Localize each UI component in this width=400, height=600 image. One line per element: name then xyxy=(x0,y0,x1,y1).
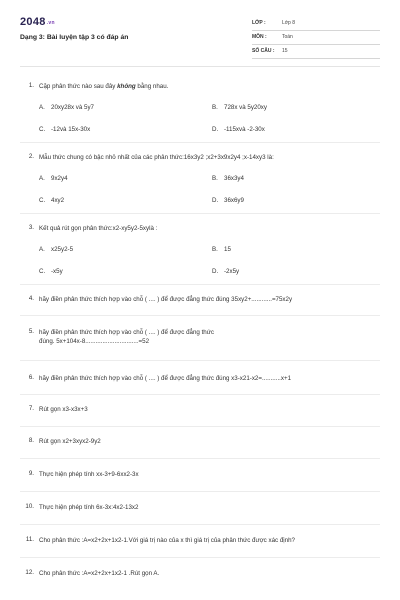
question-divider xyxy=(20,524,380,525)
question-divider xyxy=(20,557,380,558)
question-number: 12. xyxy=(25,569,34,576)
question-number: 4. xyxy=(28,295,34,302)
question-text: Kết quả rút gọn phân thức:x2-xy5y2-5xylà : xyxy=(39,225,158,232)
option-d[interactable]: D. -115xvà -2-30x xyxy=(212,126,265,133)
question-number: 9. xyxy=(28,470,34,477)
meta-label: SỐ CÂU : xyxy=(252,48,275,54)
question-number: 7. xyxy=(28,405,34,412)
meta-label: MÔN : xyxy=(252,34,267,40)
option-b[interactable]: B. 15 xyxy=(212,246,231,253)
option-a[interactable]: A. 9x2y4 xyxy=(39,175,68,182)
meta-value: 15 xyxy=(282,48,288,54)
question-text: Cho phân thức :A=x2+2x+1x2-1.Với giá trị nào của x thì giá trị của phân thức được xác định? xyxy=(39,537,295,544)
question-number: 6. xyxy=(28,374,34,381)
option-c[interactable]: C. 4xy2 xyxy=(39,197,65,204)
meta-row-subject xyxy=(252,32,380,45)
question-text: Cặp phân thức nào sau đây không bằng nhau. xyxy=(39,83,169,90)
question-text: Thực hiện phép tính xx-3+9-6xx2-3x xyxy=(39,471,139,478)
meta-info xyxy=(252,18,380,60)
question-number: 3. xyxy=(28,224,34,231)
question-number: 1. xyxy=(28,82,34,89)
option-a[interactable]: A. 20xy28x và 5y7 xyxy=(39,104,94,111)
option-b[interactable]: B. 36x3y4 xyxy=(212,175,244,182)
question-divider xyxy=(20,213,380,214)
question-number: 11. xyxy=(25,536,34,543)
question-text: Rút gọn x2+3xyx2-9y2 xyxy=(39,438,101,445)
meta-value: Lớp 8 xyxy=(282,20,296,26)
question-text: hãy điền phân thức thích hợp vào chỗ ( .... ) để được đẳng thức đúng. 5x+104x-8...............................=52 xyxy=(39,329,214,345)
question-divider xyxy=(20,284,380,285)
option-c[interactable]: C. -12và 15x-30x xyxy=(39,126,91,133)
question-text: Thực hiện phép tính 6x-3x:4x2-13x2 xyxy=(39,504,139,511)
question-divider xyxy=(20,491,380,492)
meta-row-class xyxy=(252,18,380,31)
option-d[interactable]: D. 36x6y9 xyxy=(212,197,244,204)
meta-value: Toán xyxy=(282,34,293,40)
question-number: 8. xyxy=(28,437,34,444)
question-number: 2. xyxy=(28,153,34,160)
header-divider xyxy=(20,66,380,67)
question-text: hãy điền phân thức thích hợp vào chỗ ( .... ) để được đẳng thức đúng 35xy2+............=75x2y xyxy=(39,296,293,303)
question-text: Rút gọn x3-x3x+3 xyxy=(39,406,88,413)
question-number: 5. xyxy=(28,328,34,335)
question-divider xyxy=(20,142,380,143)
option-b[interactable]: B. 728x và 5y20xy xyxy=(212,104,267,111)
question-divider xyxy=(20,360,380,361)
option-d[interactable]: D. -2x5y xyxy=(212,268,240,275)
question-number: 10. xyxy=(25,503,34,510)
question-divider xyxy=(20,394,380,395)
meta-label: LỚP : xyxy=(252,20,266,26)
question-divider xyxy=(20,426,380,427)
question-text: Mẫu thức chung có bậc nhỏ nhất của các phân thức:16x3y2 ;x2+3x9x2y4 ;x-14xy3 là: xyxy=(39,154,274,161)
option-c[interactable]: C. -x5y xyxy=(39,268,63,275)
option-a[interactable]: A. x25y2-5 xyxy=(39,246,74,253)
question-text: hãy điền phân thức thích hợp vào chỗ ( .... ) để được đẳng thức đúng x3-x21-x2=...........x+1 xyxy=(39,375,292,382)
meta-row-count xyxy=(252,46,380,59)
question-text: Cho phân thức :A=x2+2x+1x2-1 .Rút gọn A. xyxy=(39,570,160,577)
page-title: Dạng 3: Bài luyện tập 3 có đáp án xyxy=(20,34,129,41)
question-divider xyxy=(20,458,380,459)
header xyxy=(20,14,380,60)
site-logo[interactable]: 2048.vn xyxy=(20,16,55,28)
question-divider xyxy=(20,315,380,316)
